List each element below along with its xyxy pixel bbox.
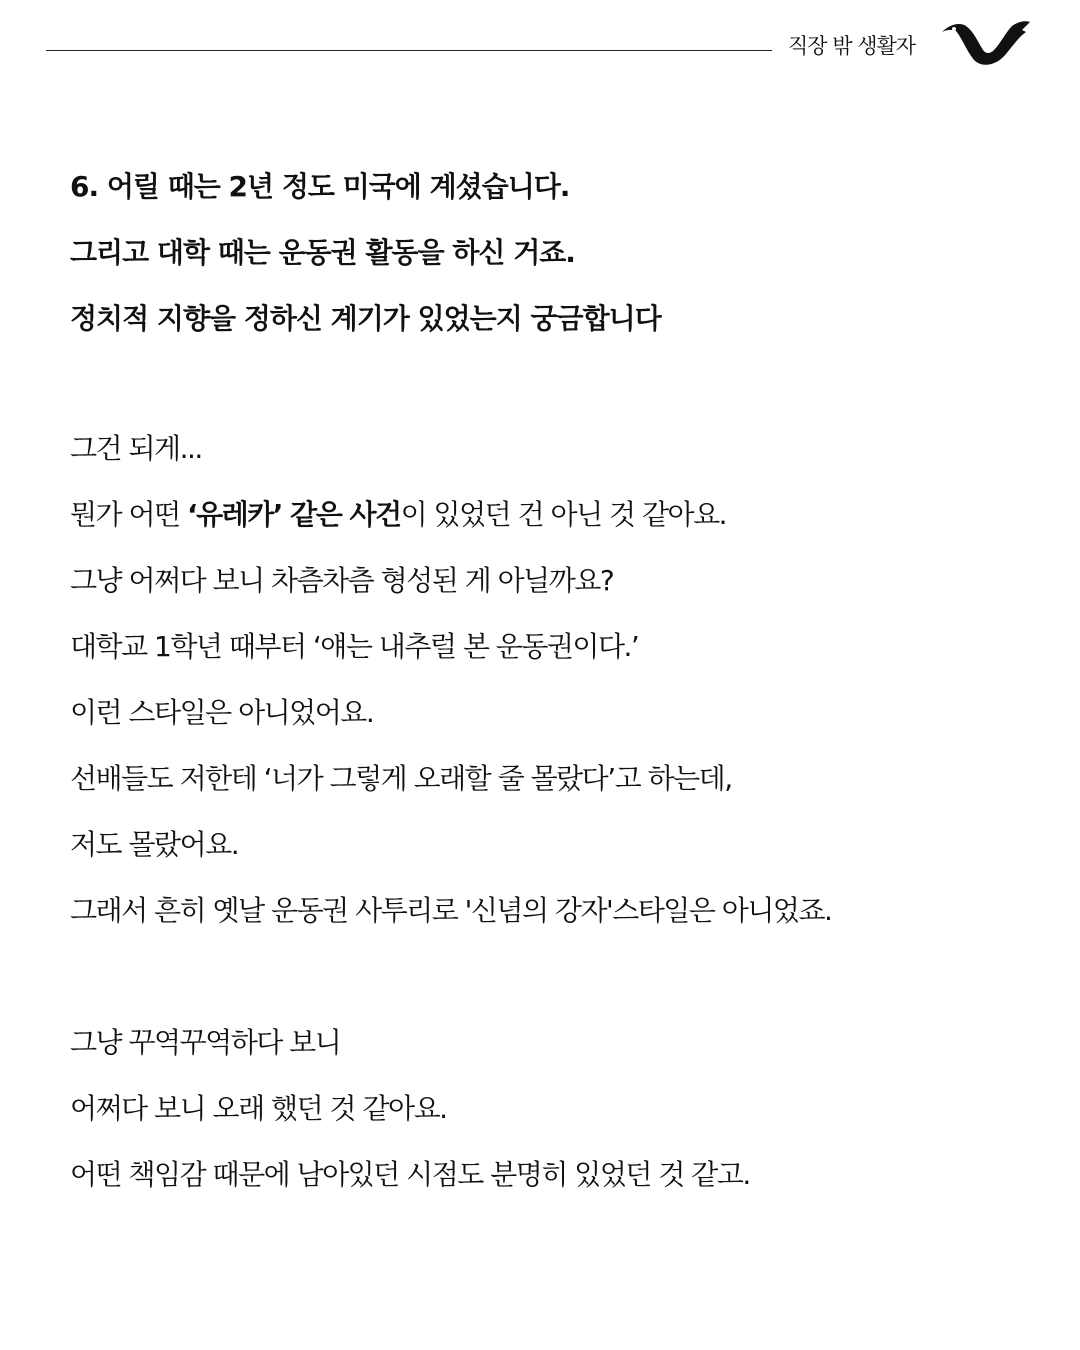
paragraph-spacer [70, 944, 1060, 1010]
answer-text: 이 있었던 건 아닌 것 같아요. [400, 498, 727, 531]
interview-answer [70, 416, 1060, 1208]
answer-line: 선배들도 저한테 ‘너가 그렇게 오래할 줄 몰랐다’고 하는데, [70, 762, 732, 795]
answer-line: 그냥 어쩌다 보니 차츰차츰 형성된 게 아닐까요? [70, 564, 614, 597]
answer-line: 그냥 꾸역꾸역하다 보니 [70, 1026, 341, 1059]
answer-line: 그래서 흔히 옛날 운동권 사투리로 '신념의 강자'스타일은 아니었죠. [70, 894, 832, 927]
answer-line: 어쩌다 보니 오래 했던 것 같아요. [70, 1092, 447, 1125]
question-line: 그리고 대학 때는 운동권 활동을 하신 거죠. [70, 236, 575, 269]
header-divider [46, 50, 772, 51]
answer-line: 저도 몰랐어요. [70, 828, 239, 861]
bird-logo-icon [938, 14, 1030, 70]
answer-line: 대학교 1학년 때부터 ‘얘는 내추럴 본 운동권이다.’ [70, 630, 639, 663]
answer-text: 뭔가 어떤 [70, 498, 187, 531]
answer-line-with-emphasis [70, 482, 1060, 548]
answer-line: 어떤 책임감 때문에 남아있던 시점도 분명히 있었던 것 같고. [70, 1158, 750, 1191]
brand-name: 직장 밖 생활자 [788, 34, 916, 58]
answer-line: 그건 되게... [70, 432, 202, 465]
question-line: 정치적 지향을 정하신 계기가 있었는지 궁금합니다 [70, 302, 661, 335]
emphasis-text: ‘유레카’ 같은 사건 [187, 498, 401, 531]
interview-question [70, 154, 1030, 352]
answer-line: 이런 스타일은 아니었어요. [70, 696, 374, 729]
question-line: 6. 어릴 때는 2년 정도 미국에 계셨습니다. [70, 170, 570, 203]
